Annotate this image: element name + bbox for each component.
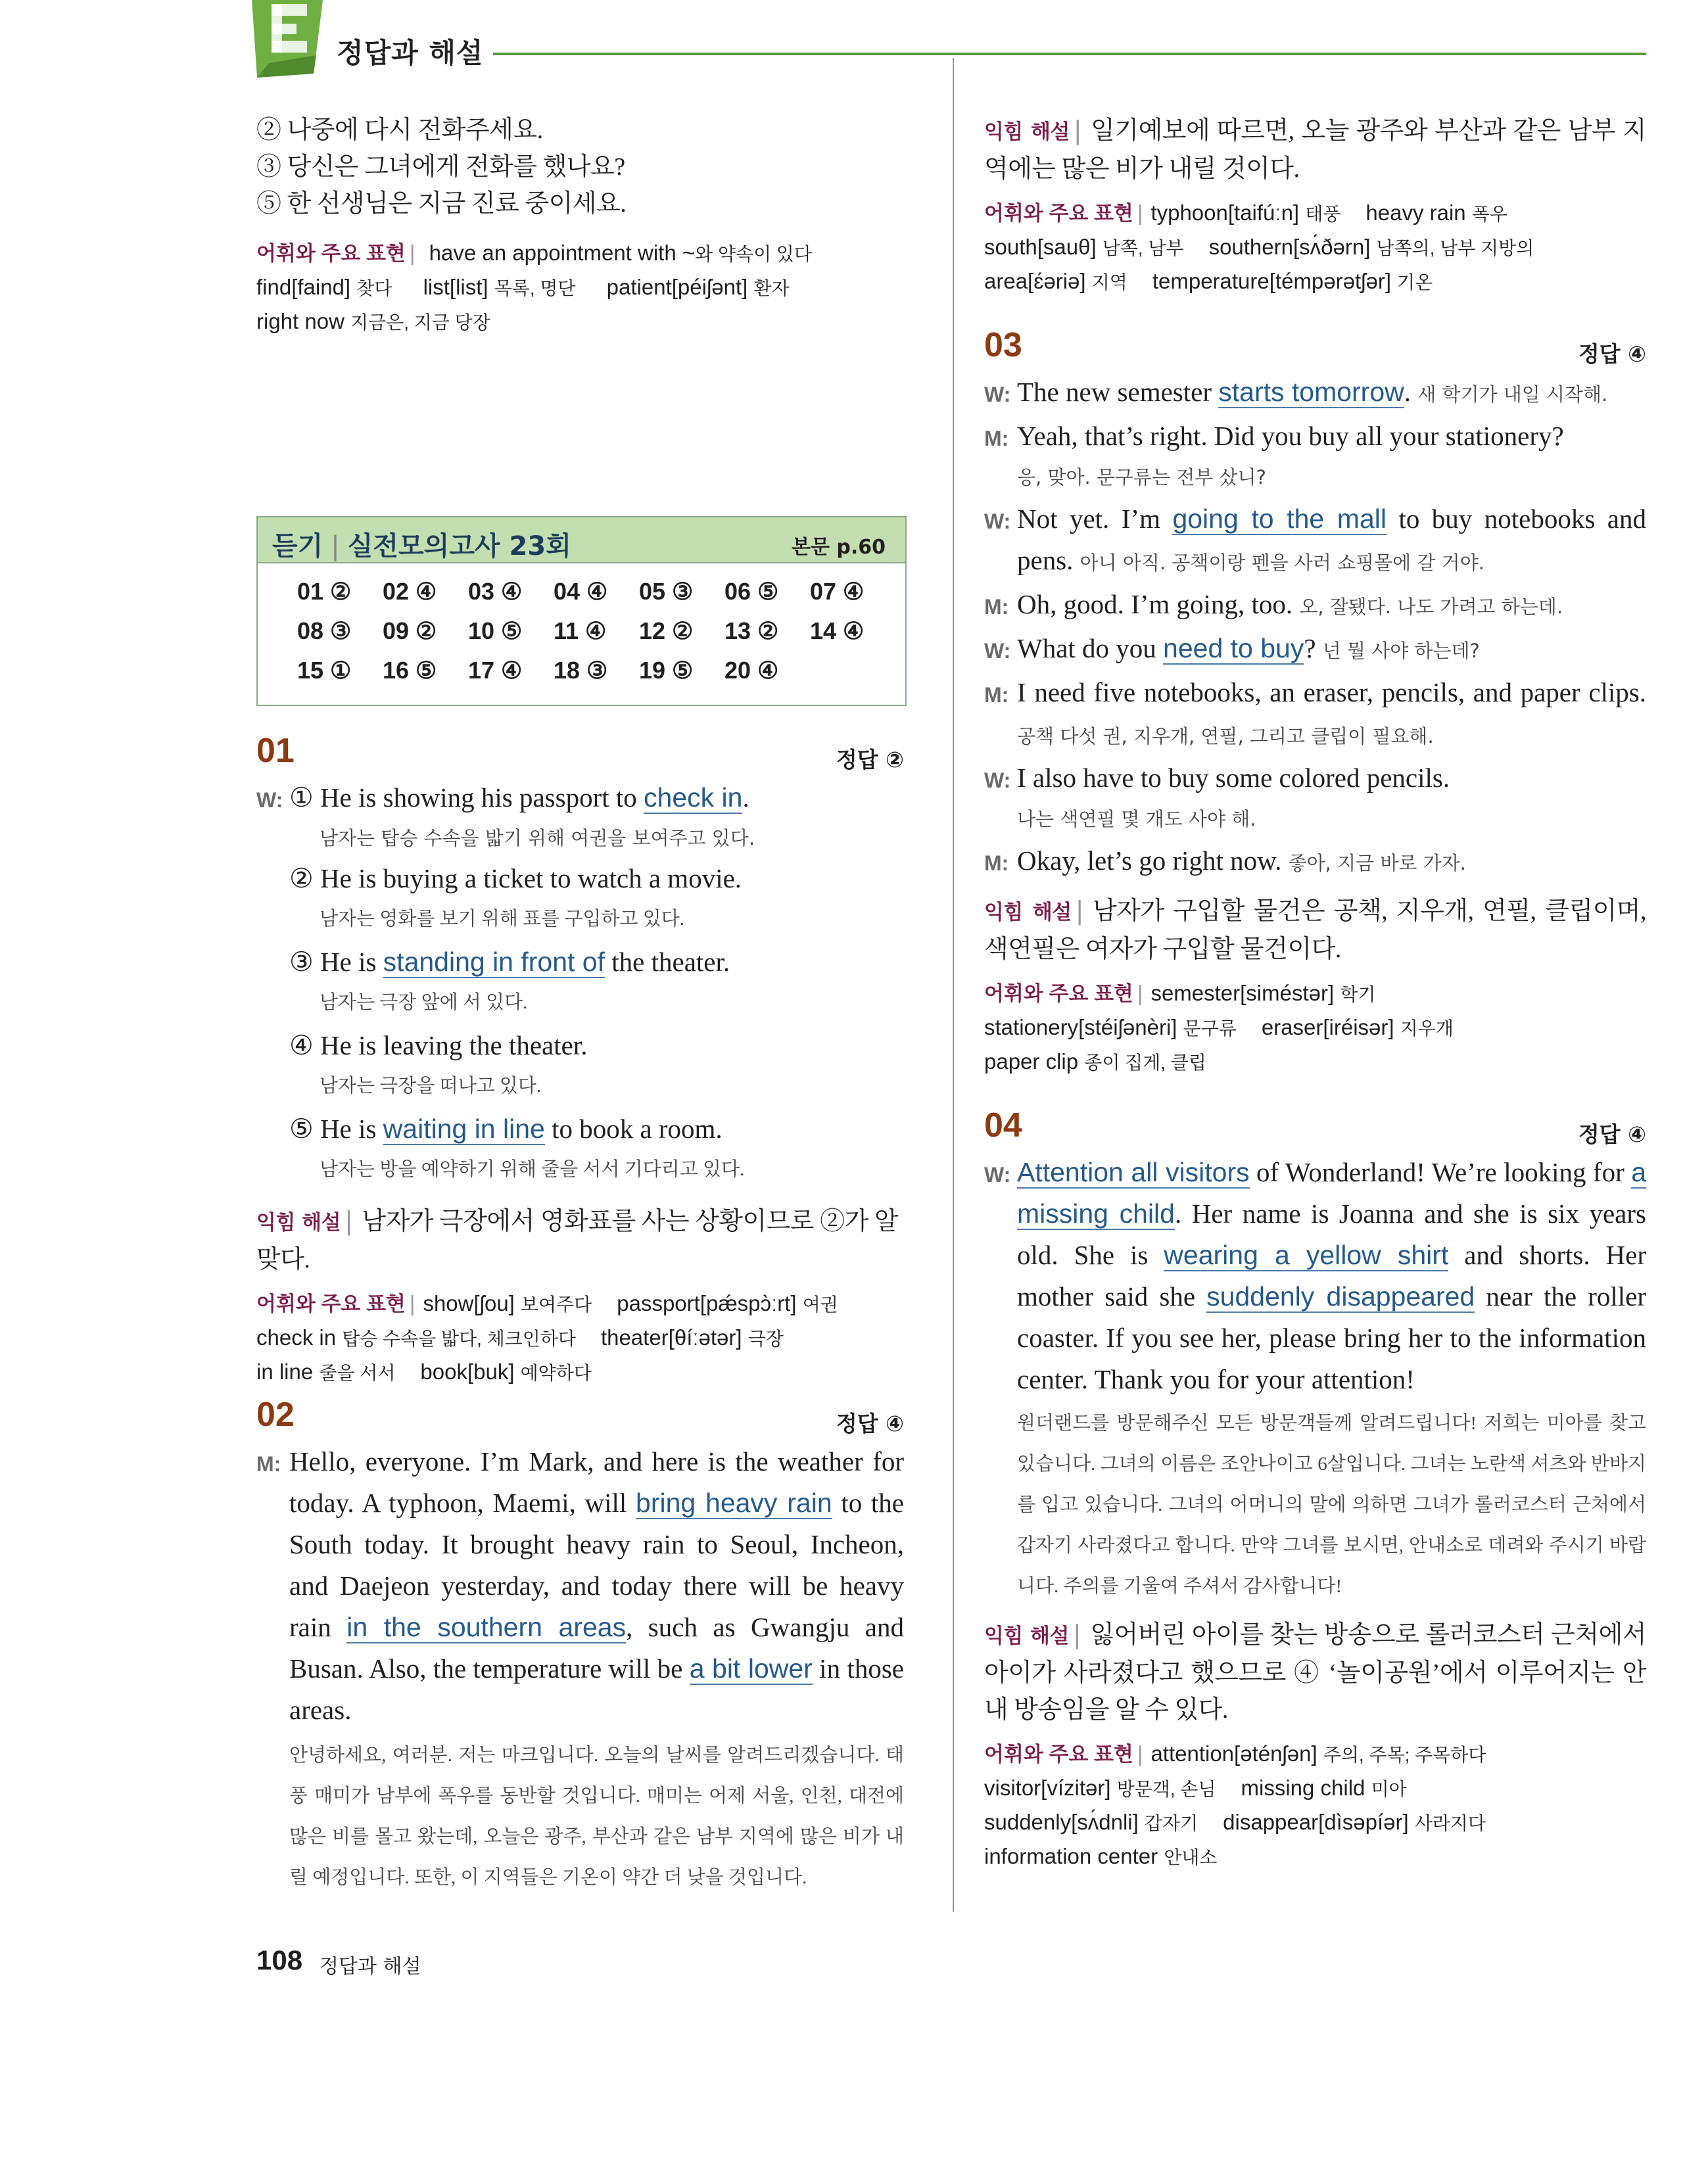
text-span: 극장 bbox=[747, 1329, 784, 1349]
text-span: 응, 맞아. 문구류는 전부 샀니? bbox=[1017, 466, 1266, 488]
text-span: The new semester bbox=[1017, 377, 1219, 407]
answer-cell: 06 ⑤ bbox=[724, 578, 779, 605]
text-span: temperature[témpərətʃər] bbox=[1152, 269, 1391, 293]
answer-label: 정답 ② bbox=[836, 747, 904, 772]
text-span: 방문객, 손님 bbox=[1116, 1779, 1216, 1799]
text-span: 지역 bbox=[1091, 272, 1127, 293]
text-span: disappear[dìsəpíər] bbox=[1223, 1810, 1409, 1834]
vocab-line: 어휘와 주요 표현 | typhoon[taifúːn] 태풍 heavy rain 폭우 bbox=[984, 201, 1507, 225]
prev-option: ⑤ 한 선생님은 지금 진료 중이세요. bbox=[256, 190, 627, 218]
text-span: suddenly[sʌ́dnli] bbox=[984, 1810, 1139, 1834]
text-span: list[list] bbox=[423, 275, 488, 299]
translation: 남자는 영화를 보기 위해 표를 구입하고 있다. bbox=[320, 909, 685, 930]
text-span: 미아 bbox=[1371, 1779, 1407, 1799]
prev-option: ② 나중에 다시 전화주세요. bbox=[256, 116, 543, 144]
answer-cell: 10 ⑤ bbox=[468, 617, 523, 644]
text-span: a missing child bbox=[1017, 1157, 1646, 1229]
text-span: ④ bbox=[289, 1030, 314, 1060]
text-span: 어휘와 주요 표현 bbox=[984, 1743, 1133, 1766]
vocab-line bbox=[984, 1045, 1646, 1079]
translation: 남자는 극장 앞에 서 있다. bbox=[320, 992, 528, 1013]
answer-cell: 17 ④ bbox=[468, 657, 523, 684]
speaker-label: W: bbox=[984, 1163, 1011, 1187]
text-span: near the roller coaster. If you see her, please bring her to the information center. Thank you for your attention! bbox=[1017, 1281, 1646, 1394]
text-span: in those areas. bbox=[289, 1653, 904, 1725]
answer-cell: 09 ② bbox=[383, 617, 437, 644]
text-span: . Her name is Joanna and she is six years old. She is bbox=[1017, 1198, 1646, 1270]
text-span: and shorts. Her mother said she bbox=[1017, 1240, 1646, 1311]
text-span: I need five notebooks, an eraser, pencils, and paper clips. bbox=[1017, 677, 1646, 707]
text-span: 오, 잘됐다. 나도 가려고 하는데. bbox=[1299, 596, 1563, 618]
vocab-line bbox=[984, 1840, 1646, 1874]
text-span: Okay, let’s go right now. bbox=[1017, 845, 1282, 876]
text-span: the theater. bbox=[605, 947, 730, 977]
text-span: ① bbox=[289, 782, 314, 813]
text-span: He is leaving the theater. bbox=[320, 1030, 588, 1060]
translation: 안녕하세요, 여러분. 저는 마크입니다. 오늘의 날씨를 알려드리겠습니다. 태풍 매미가 남부에 폭우를 동반할 것입니다. 매미는 어제 서울, 인천, 대전에 많은 비를 몰고 왔는데, 오늘은 광주, 부산과 같은 남부 지역에 많은 비가 내릴 예정입니다. 또한, 이 지역들은 기온이 약간 더 낮을 것입니다. bbox=[289, 1745, 904, 1888]
text-span: 잃어버린 아이를 찾는 방송으로 롤러코스터 근처에서 아이가 사라졌다고 했으므로 ④ ‘놀이공원’에서 이루어지는 안내 방송임을 알 수 있다. bbox=[984, 1621, 1646, 1724]
text-span: I also have to buy some colored pencils. bbox=[1017, 763, 1450, 793]
vocab-line bbox=[984, 1011, 1646, 1045]
text-span: He is bbox=[320, 947, 383, 977]
explanation: 익힘 해설 | 남자가 극장에서 영화표를 사는 상황이므로 ②가 알맞다. bbox=[256, 1206, 899, 1273]
script-text bbox=[1017, 1152, 1646, 1400]
option-line bbox=[289, 1025, 904, 1066]
text-span: 새 학기가 내일 시작해. bbox=[1417, 383, 1608, 406]
prev-vocab-line: 어휘와 주요 표현 | have an appointment with ~와 약속이 있다 bbox=[256, 241, 812, 265]
text-span: check in bbox=[644, 782, 743, 813]
text-span: ? bbox=[1304, 633, 1316, 663]
text-span: to book a room. bbox=[544, 1114, 723, 1144]
text-span: passport[pǽspɔ̀ːrt] bbox=[617, 1291, 797, 1315]
text-span: 공책 다섯 권, 지우개, 연필, 그리고 클립이 필요해. bbox=[1017, 725, 1434, 747]
prev-option: ③ 당신은 그녀에게 전화를 했나요? bbox=[256, 153, 625, 181]
text-span: 익힘 해설 bbox=[984, 901, 1072, 924]
text-span: 익힘 해설 bbox=[984, 120, 1070, 144]
text-span: 보여주다 bbox=[521, 1294, 592, 1315]
dialogue-line bbox=[984, 840, 1646, 884]
text-span: 폭우 bbox=[1471, 204, 1507, 224]
text-span: 사라지다 bbox=[1414, 1813, 1486, 1833]
dialogue-block bbox=[984, 1152, 1646, 1607]
text-span: 찾다 bbox=[356, 278, 392, 298]
prev-vocab-line bbox=[256, 271, 904, 305]
text-span: 어휘와 주요 표현 bbox=[256, 1292, 406, 1315]
vocab-line: 어휘와 주요 표현 | attention[əténʃən] 주의, 주목; 주목하다 bbox=[984, 1741, 1486, 1766]
answer-cell: 16 ⑤ bbox=[383, 657, 437, 684]
vocab-line bbox=[984, 1772, 1646, 1806]
dialogue-line bbox=[984, 498, 1646, 584]
text-span: show[ʃou] bbox=[423, 1291, 515, 1315]
answer-cell: 03 ④ bbox=[468, 578, 523, 605]
text-span: attention[əténʃən] bbox=[1151, 1741, 1317, 1766]
text-span: check in bbox=[256, 1325, 337, 1350]
text-span: W: bbox=[984, 639, 1011, 663]
text-span: He is showing his passport to bbox=[320, 782, 644, 813]
dialogue-block bbox=[256, 1441, 904, 1898]
text-span: of Wonderland! We’re looking for bbox=[1249, 1157, 1632, 1187]
text-span: 지금은, 지금 당장 bbox=[350, 312, 490, 333]
vocab-line bbox=[256, 1356, 904, 1390]
text-span: book[buk] bbox=[420, 1359, 515, 1384]
text-span: 탑승 수속을 밟다, 체크인하다 bbox=[342, 1329, 576, 1349]
text-span: 기온 bbox=[1397, 272, 1433, 293]
answer-key-header: 듣기 | 실전모의고사 23회 본문 p.60 bbox=[258, 517, 905, 563]
speaker-label: M: bbox=[256, 1452, 281, 1476]
question-01 bbox=[256, 731, 904, 1390]
text-span: 어휘와 주요 표현 bbox=[984, 982, 1133, 1005]
text-span: 종이 집게, 클립 bbox=[1084, 1052, 1206, 1073]
footer-label: 정답과 해설 bbox=[320, 1955, 421, 1978]
question-number: 02 bbox=[256, 1396, 295, 1434]
text-span: to the South today. It brought heavy rain to Seoul, Incheon, and Daejeon yesterday, and today there will be heavy rain bbox=[289, 1488, 904, 1642]
translation: 남자는 탑승 수속을 밟기 위해 여권을 보여주고 있다. bbox=[320, 827, 755, 849]
answer-cell: 08 ③ bbox=[297, 617, 352, 644]
question-02 bbox=[256, 1395, 904, 1898]
dialogue-line bbox=[984, 415, 1646, 498]
text-span: 아니 아직. 공책이랑 펜을 사러 쇼핑몰에 갈 거야. bbox=[1079, 552, 1484, 574]
answer-cell: 15 ① bbox=[297, 657, 352, 684]
text-span: stationery[stéiʃənèri] bbox=[984, 1015, 1177, 1039]
text-span: right now bbox=[256, 309, 344, 333]
prev-question-tail bbox=[256, 112, 904, 339]
question-number: 03 bbox=[984, 326, 1022, 364]
text-span: patient[péiʃənt] bbox=[606, 275, 748, 299]
text-span: M: bbox=[984, 851, 1009, 875]
text-span: in the southern areas bbox=[346, 1612, 627, 1642]
text-span: 넌 뭘 사야 하는데? bbox=[1322, 640, 1480, 662]
text-span: 일기예보에 따르면, 오늘 광주와 부산과 같은 남부 지역에는 많은 비가 내릴 것이다. bbox=[984, 117, 1646, 183]
text-span: 좋아, 지금 바로 가자. bbox=[1288, 852, 1466, 874]
explanation: 익힘 해설 | 잃어버린 아이를 찾는 방송으로 롤러코스터 근처에서 아이가 사라졌다고 했으므로 ④ ‘놀이공원’에서 이루어지는 안내 방송임을 알 수 있다. bbox=[984, 1620, 1646, 1724]
dialogue-line bbox=[984, 672, 1646, 757]
text-span: 남쪽, 남부 bbox=[1102, 238, 1184, 258]
text-span: He is buying a ticket to watch a movie. bbox=[320, 863, 742, 893]
explanation: 익힘 해설 | 남자가 구입할 물건은 공책, 지우개, 연필, 클립이며, 색연필은 여자가 구입할 물건이다. bbox=[984, 896, 1646, 963]
question-03 bbox=[984, 325, 1646, 1079]
option-line bbox=[289, 777, 904, 818]
answer-grid bbox=[297, 575, 895, 687]
dialogue-line bbox=[984, 757, 1646, 840]
script-text bbox=[289, 1441, 904, 1731]
chapter-tab-icon bbox=[245, 0, 337, 82]
text-span: in line bbox=[256, 1359, 314, 1384]
text-span: 주의, 주목; 주목하다 bbox=[1323, 1745, 1486, 1765]
text-span: suddenly disappeared bbox=[1206, 1281, 1475, 1311]
text-span: 여권 bbox=[802, 1294, 838, 1315]
header-rule bbox=[493, 53, 1646, 55]
text-span: M: bbox=[984, 683, 1009, 707]
answer-label: 정답 ④ bbox=[1578, 341, 1646, 367]
vocab-label: 어휘와 주요 표현 bbox=[256, 242, 406, 265]
text-span: . bbox=[742, 782, 749, 813]
text-span: He is bbox=[320, 1114, 383, 1144]
text-span: 줄을 서서 bbox=[319, 1363, 396, 1383]
text-span: standing in front of bbox=[383, 947, 605, 977]
text-span: Not yet. I’m bbox=[1017, 504, 1173, 534]
dialogue-block bbox=[256, 777, 904, 1189]
vocab-line bbox=[984, 265, 1646, 299]
text-span: south[sauθ] bbox=[984, 235, 1097, 259]
text-span: 어휘와 주요 표현 bbox=[984, 202, 1133, 225]
text-span: wearing a yellow shirt bbox=[1164, 1240, 1449, 1270]
explanation: 익힘 해설 | 일기예보에 따르면, 오늘 광주와 부산과 같은 남부 지역에는 많은 비가 내릴 것이다. bbox=[984, 116, 1646, 183]
speaker-label: W: bbox=[256, 788, 283, 812]
text-span: area[ɛ́əriə] bbox=[984, 269, 1086, 293]
translation: 원더랜드를 방문해주신 모든 방문객들께 알려드립니다! 저희는 미아를 찾고 있습니다. 그녀의 이름은 조안나이고 6살입니다. 그녀는 노란색 셔츠와 반바지를 입고 있습니다. 그녀의 어머니의 말에 의하면 그녀가 롤러코스터 근처에서 갑자기 사라졌다고 합니다. 만약 그녀를 보시면, 안내소로 데려와 주시기 바랍니다. 주의를 기울여 주셔서 감사합니다! bbox=[1017, 1413, 1646, 1597]
text-span: 나는 색연필 몇 개도 사야 해. bbox=[1017, 808, 1256, 830]
text-span: W: bbox=[984, 768, 1011, 792]
answer-cell: 12 ② bbox=[639, 617, 694, 644]
text-span: missing child bbox=[1241, 1776, 1365, 1800]
answer-cell: 05 ③ bbox=[639, 578, 694, 605]
answer-cell: 04 ④ bbox=[554, 578, 608, 605]
text-span: 목록, 명단 bbox=[494, 278, 576, 298]
text-span: need to buy bbox=[1163, 633, 1304, 663]
text-span: M: bbox=[984, 595, 1009, 619]
answer-cell: 01 ② bbox=[297, 578, 352, 605]
vocab-line: 어휘와 주요 표현 | show[ʃou] 보여주다 passport[pǽspɔ̀ːrt] 여권 bbox=[256, 1291, 838, 1315]
vocab-line bbox=[984, 231, 1646, 265]
option-line bbox=[289, 1108, 904, 1150]
answer-cell: 19 ⑤ bbox=[639, 657, 694, 684]
answer-cell: 14 ④ bbox=[810, 617, 865, 644]
dialogue-line bbox=[984, 628, 1646, 672]
vocab-line: 어휘와 주요 표현 | semester[siméstər] 학기 bbox=[984, 981, 1376, 1005]
page-reference: 본문 p.60 bbox=[791, 536, 886, 559]
text-span: ⑤ bbox=[289, 1114, 314, 1144]
question-04 bbox=[984, 1106, 1646, 1874]
text-span: W: bbox=[984, 509, 1011, 533]
right-column bbox=[984, 112, 1646, 1874]
text-span: southern[sʌ́ðərn] bbox=[1208, 235, 1371, 259]
text-span: 태풍 bbox=[1305, 204, 1341, 224]
text-span: 갑자기 bbox=[1144, 1813, 1198, 1833]
text-span: paper clip bbox=[984, 1049, 1079, 1074]
dialogue-line bbox=[984, 371, 1646, 415]
text-span: find[faind] bbox=[256, 275, 351, 299]
text-span: bring heavy rain bbox=[636, 1488, 832, 1518]
text-span: 와 약속이 있다 bbox=[695, 244, 812, 264]
text-span: have an appointment with ~ bbox=[429, 241, 696, 265]
answer-cell: 07 ④ bbox=[810, 578, 865, 605]
text-span: 남쪽의, 남부 지방의 bbox=[1376, 238, 1534, 258]
answer-cell: 18 ③ bbox=[554, 657, 608, 684]
test-title: 실전모의고사 23회 bbox=[347, 531, 571, 561]
text-span: semester[siméstər] bbox=[1151, 981, 1335, 1005]
option-line bbox=[289, 941, 904, 983]
question-number: 04 bbox=[984, 1106, 1022, 1145]
text-span: information center bbox=[984, 1844, 1158, 1868]
page-number: 108 bbox=[256, 1945, 303, 1975]
answer-cell: 13 ② bbox=[724, 617, 779, 644]
answer-cell: 11 ④ bbox=[554, 617, 607, 644]
text-span: starts tomorrow bbox=[1218, 377, 1404, 407]
text-span: Yeah, that’s right. Did you buy all your stationery? bbox=[1017, 421, 1564, 451]
text-span: visitor[vízitər] bbox=[984, 1776, 1111, 1800]
text-span: 예약하다 bbox=[520, 1363, 592, 1383]
text-span: a bit lower bbox=[689, 1653, 813, 1684]
text-span: Hello, everyone. I’m Mark, and here is the weather for today. A typhoon, Maemi, will bbox=[289, 1446, 904, 1518]
translation: 남자는 방을 예약하기 위해 줄을 서서 기다리고 있다. bbox=[320, 1159, 745, 1180]
text-span: to buy notebooks and pens. bbox=[1017, 504, 1646, 575]
answer-label: 정답 ④ bbox=[1578, 1122, 1646, 1147]
text-span: 남자가 극장에서 영화표를 사는 상황이므로 ②가 알맞다. bbox=[256, 1208, 899, 1273]
text-span: 익힘 해설 bbox=[256, 1211, 341, 1235]
text-span: 문구류 bbox=[1183, 1018, 1237, 1039]
column-divider bbox=[953, 58, 954, 1912]
text-span: 남자가 구입할 물건은 공책, 지우개, 연필, 클립이며, 색연필은 여자가 구입할 물건이다. bbox=[984, 897, 1646, 963]
text-span: 안내소 bbox=[1164, 1847, 1218, 1868]
answer-cell: 02 ④ bbox=[383, 578, 437, 605]
text-span: Oh, good. I’m going, too. bbox=[1017, 589, 1293, 619]
text-span: 익힘 해설 bbox=[984, 1624, 1069, 1648]
prev-vocab-line bbox=[256, 305, 904, 339]
text-span: 환자 bbox=[753, 278, 790, 298]
vocab-line bbox=[984, 1806, 1646, 1840]
answer-cell: 20 ④ bbox=[724, 657, 779, 684]
text-span: What do you bbox=[1017, 633, 1164, 663]
text-span: W: bbox=[984, 383, 1011, 406]
text-span: ③ bbox=[289, 947, 314, 977]
text-span: 지우개 bbox=[1400, 1018, 1454, 1039]
answer-key-box bbox=[256, 516, 907, 706]
answer-label: 정답 ④ bbox=[836, 1411, 904, 1436]
text-span: , such as Gwangju and Busan. Also, the temperature will be bbox=[289, 1612, 905, 1684]
question-number: 01 bbox=[256, 732, 295, 770]
translation: 남자는 극장을 떠나고 있다. bbox=[320, 1075, 542, 1097]
header-title: 정답과 해설 bbox=[337, 37, 484, 69]
text-span: waiting in line bbox=[383, 1114, 545, 1144]
text-span: typhoon[taifúːn] bbox=[1151, 201, 1300, 225]
vocab-line bbox=[256, 1321, 904, 1356]
text-span: theater[θíːətər] bbox=[600, 1325, 742, 1350]
text-span: . bbox=[1404, 377, 1411, 407]
text-span: heavy rain bbox=[1365, 201, 1466, 225]
text-span: M: bbox=[984, 427, 1009, 450]
text-span: eraser[iréisər] bbox=[1261, 1015, 1394, 1039]
section-label: 듣기 bbox=[272, 531, 323, 561]
option-line bbox=[289, 858, 904, 899]
text-span: 학기 bbox=[1340, 984, 1376, 1004]
text-span: ② bbox=[289, 863, 314, 893]
text-span: going to the mall bbox=[1172, 504, 1387, 534]
dialogue-line bbox=[984, 584, 1646, 628]
text-span: Attention all visitors bbox=[1017, 1157, 1250, 1187]
